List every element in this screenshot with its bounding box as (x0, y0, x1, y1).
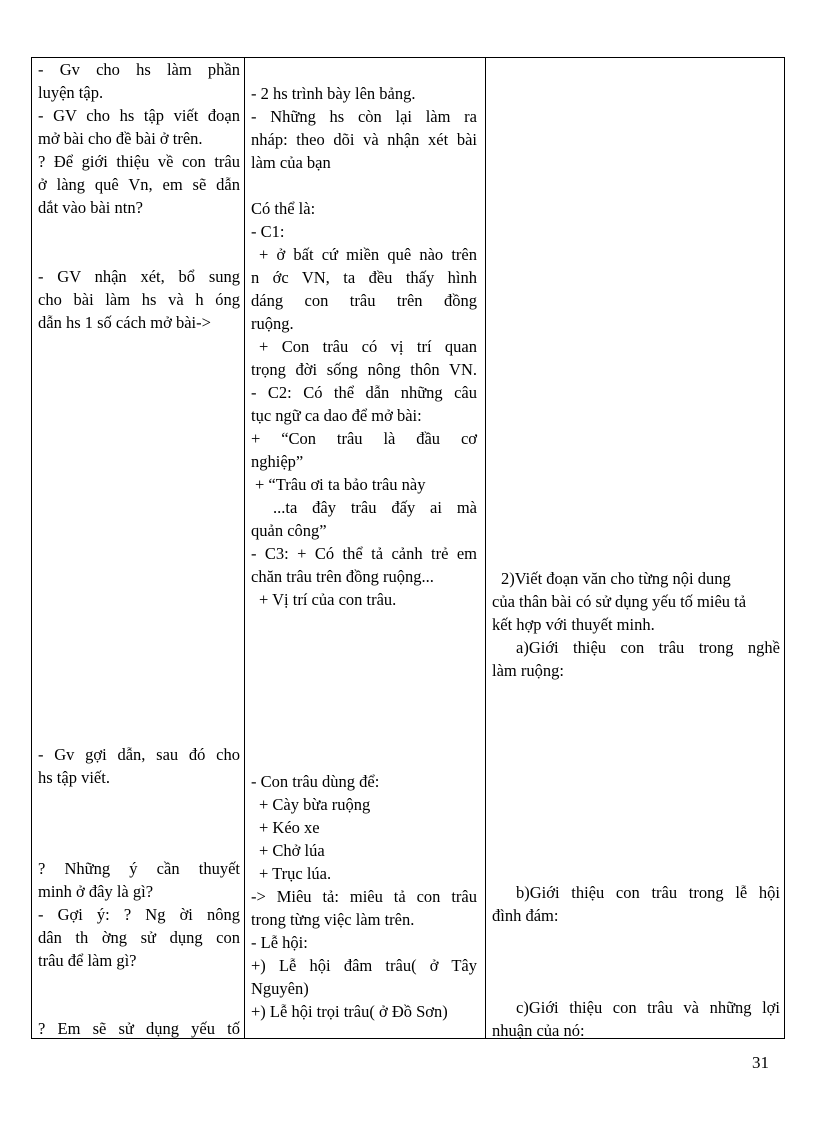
text-line: - Gv cho hs làm phần (38, 60, 240, 79)
text-line: Nguyên) (251, 979, 309, 998)
text-line: đình đám: (492, 906, 559, 925)
text-line: quản công” (251, 521, 327, 540)
text-line: - GV nhận xét, bổ sung (38, 267, 240, 286)
text-line: - Con trâu dùng để: (251, 772, 380, 791)
text-line: dẫn hs 1 số cách mở bài-> (38, 313, 211, 332)
text-line: ? Để giới thiệu về con trâu (38, 152, 240, 171)
text-line: trong từng việc làm trên. (251, 910, 415, 929)
text-line: + Cày bừa ruộng (259, 795, 371, 814)
text-line: minh ở đây là gì? (38, 882, 154, 901)
text-line: +) Lễ hội đâm trâu( ở Tây (251, 956, 477, 975)
text-line: - 2 hs trình bày lên bảng. (251, 84, 416, 103)
text-line: - Gợi ý: ? Ng ời nông (38, 905, 240, 924)
text-line: + “Con trâu là đầu cơ (251, 429, 477, 448)
text-line: b)Giới thiệu con trâu trong lễ hội (516, 883, 780, 902)
text-line: - C2: Có thể dẫn những câu (251, 383, 477, 402)
text-line: dắt vào bài ntn? (38, 198, 143, 217)
text-line: 2)Viết đoạn văn cho từng nội dung (501, 569, 731, 588)
text-line: nghiệp” (251, 452, 304, 471)
text-line: ruộng. (251, 314, 294, 333)
text-line: + Trục lúa. (259, 864, 332, 883)
page-number: 31 (752, 1053, 769, 1072)
text-line: tục ngữ ca dao để mở bài: (251, 406, 422, 425)
student-activity-column (251, 58, 477, 1038)
text-line: - C3: + Có thể tả cảnh trẻ em (251, 544, 477, 563)
text-line: + “Trâu ơi ta bảo trâu này (255, 475, 426, 494)
text-line: ...ta đây trâu đấy ai mà (273, 498, 477, 517)
text-line: a)Giới thiệu con trâu trong nghề (516, 638, 780, 657)
lesson-content-column (492, 58, 780, 1038)
text-line: của thân bài có sử dụng yếu tố miêu tả (492, 592, 747, 611)
text-line: làm của bạn (251, 153, 331, 172)
text-line: làm ruộng: (492, 661, 564, 680)
text-line: nhuận của nó: (492, 1021, 585, 1040)
text-line: trọng đời sống nông thôn VN. (251, 360, 477, 379)
text-line: -> Miêu tả: miêu tả con trâu (251, 887, 477, 906)
text-line: ? Những ý cần thuyết (38, 859, 240, 878)
text-line: + Con trâu có vị trí quan (259, 337, 477, 356)
text-line: + Kéo xe (259, 818, 320, 837)
text-line: nháp: theo dõi và nhận xét bài (251, 130, 477, 149)
text-line: - C1: (251, 222, 285, 241)
text-line: + Chở lúa (259, 841, 325, 860)
text-line: + Vị trí của con trâu. (259, 590, 397, 609)
text-line: mở bài cho đề bài ở trên. (38, 129, 203, 148)
text-line: cho bài làm hs và h óng (38, 290, 240, 309)
text-line: c)Giới thiệu con trâu và những lợi (516, 998, 780, 1017)
text-line: ở làng quê Vn, em sẽ dẫn (38, 175, 240, 194)
lesson-table (31, 57, 785, 1039)
text-line: + ở bất cứ miền quê nào trên (259, 245, 477, 264)
text-line: +) Lễ hội trọi trâu( ở Đồ Sơn) (251, 1002, 448, 1021)
text-line: luyện tập. (38, 83, 104, 102)
text-line: Có thể là: (251, 199, 316, 218)
text-line: - Gv gợi dẫn, sau đó cho (38, 745, 240, 764)
text-line: kết hợp với thuyết minh. (492, 615, 655, 634)
text-line: trâu để làm gì? (38, 951, 137, 970)
text-line: ? Em sẽ sử dụng yếu tố (38, 1019, 240, 1038)
text-line: n ớc VN, ta đều thấy hình (251, 268, 477, 287)
text-line: - GV cho hs tập viết đoạn (38, 106, 240, 125)
text-line: dáng con trâu trên đồng (251, 291, 477, 310)
teacher-activity-column (38, 58, 240, 1038)
column-divider (485, 58, 486, 1038)
column-divider (244, 58, 245, 1038)
text-line: hs tập viết. (38, 768, 110, 787)
text-line: chăn trâu trên đồng ruộng... (251, 567, 434, 586)
text-line: dân th ờng sử dụng con (38, 928, 240, 947)
text-line: - Những hs còn lại làm ra (251, 107, 477, 126)
text-line: - Lễ hội: (251, 933, 308, 952)
